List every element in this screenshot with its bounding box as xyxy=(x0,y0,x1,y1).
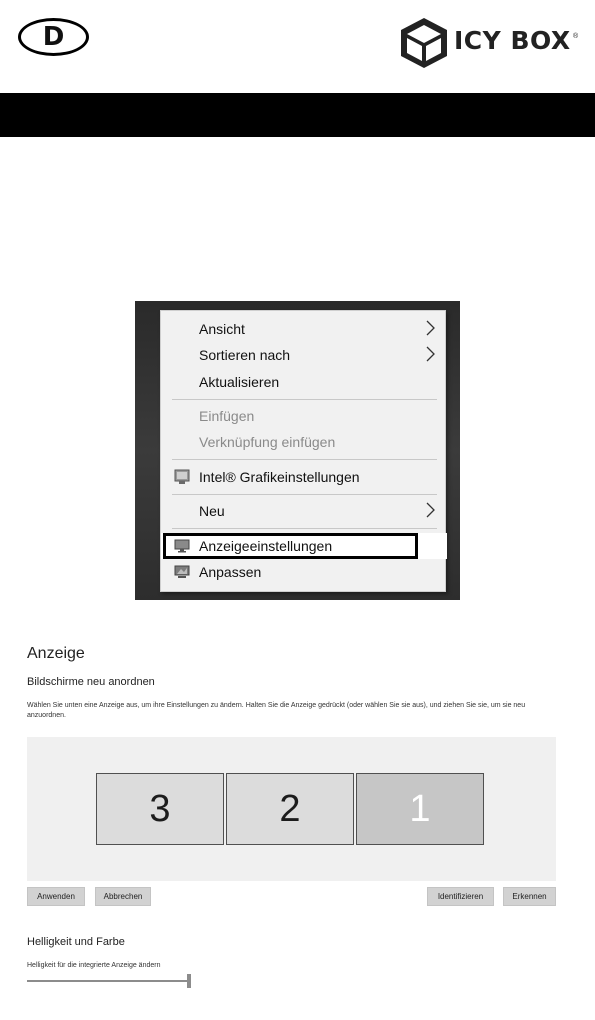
menu-item-label: Intel® Grafikeinstellungen xyxy=(199,469,360,485)
page-title: Anzeige xyxy=(27,645,85,662)
language-badge xyxy=(18,18,89,56)
menu-item-label: Ansicht xyxy=(199,321,245,337)
menu-item-label: Anzeigeeinstellungen xyxy=(199,538,333,554)
menu-item-label: Sortieren nach xyxy=(199,347,291,363)
brightness-label: Helligkeit für die integrierte Anzeige ändern xyxy=(27,962,161,969)
monitor-arrangement-area xyxy=(27,737,556,881)
language-code: D xyxy=(42,22,65,52)
identify-button[interactable]: Identifizieren xyxy=(427,887,494,906)
menu-item-label: Verknüpfung einfügen xyxy=(199,434,336,450)
slider-thumb[interactable] xyxy=(187,974,191,988)
menu-item-anzeigeeinstellungen[interactable] xyxy=(161,533,447,559)
monitor-3[interactable]: 3 xyxy=(96,773,224,845)
chevron-right-icon xyxy=(425,320,435,336)
personalize-icon xyxy=(174,564,190,580)
menu-item-neu[interactable] xyxy=(161,498,447,524)
detect-button[interactable]: Erkennen xyxy=(503,887,556,906)
section-description: Wählen Sie unten eine Anzeige aus, um ihre Einstellungen zu ändern. Halten Sie die Anzeige gedrückt (oder wählen Sie sie aus), und ziehen Sie sie, um sie neu anzuordnen. xyxy=(27,702,526,719)
menu-item-label: Einfügen xyxy=(199,408,255,424)
header-bar xyxy=(0,93,595,137)
menu-item-intel-grafikeinstellungen[interactable] xyxy=(161,464,447,490)
monitor-1[interactable]: 1 xyxy=(356,773,484,845)
chevron-right-icon xyxy=(425,502,435,518)
context-menu-screenshot xyxy=(135,301,460,600)
monitor-2[interactable]: 2 xyxy=(226,773,354,845)
chevron-right-icon xyxy=(425,346,435,362)
menu-separator xyxy=(172,528,437,529)
section-heading: Bildschirme neu anordnen xyxy=(27,676,155,688)
display-settings-icon xyxy=(174,538,190,554)
brand-name: ICY BOX xyxy=(454,26,571,55)
cancel-button[interactable]: Abbrechen xyxy=(95,887,151,906)
menu-item-sortieren[interactable] xyxy=(161,342,447,368)
menu-separator xyxy=(172,459,437,460)
menu-item-ansicht[interactable] xyxy=(161,316,447,342)
slider-track[interactable] xyxy=(27,980,189,982)
brightness-heading: Helligkeit und Farbe xyxy=(27,936,125,948)
menu-item-label: Neu xyxy=(199,503,225,519)
menu-separator xyxy=(172,399,437,400)
brand-registered-mark: ® xyxy=(573,33,579,40)
menu-separator xyxy=(172,494,437,495)
intel-graphics-icon xyxy=(174,469,190,485)
brightness-slider[interactable] xyxy=(27,973,191,989)
menu-item-anpassen[interactable] xyxy=(161,559,447,585)
context-menu xyxy=(160,310,446,592)
menu-item-label: Anpassen xyxy=(199,564,262,580)
menu-item-verknuepfung-einfuegen xyxy=(161,429,447,455)
menu-item-einfuegen xyxy=(161,403,447,429)
menu-item-label: Aktualisieren xyxy=(199,374,280,390)
apply-button[interactable]: Anwenden xyxy=(27,887,85,906)
menu-item-aktualisieren[interactable] xyxy=(161,369,447,395)
